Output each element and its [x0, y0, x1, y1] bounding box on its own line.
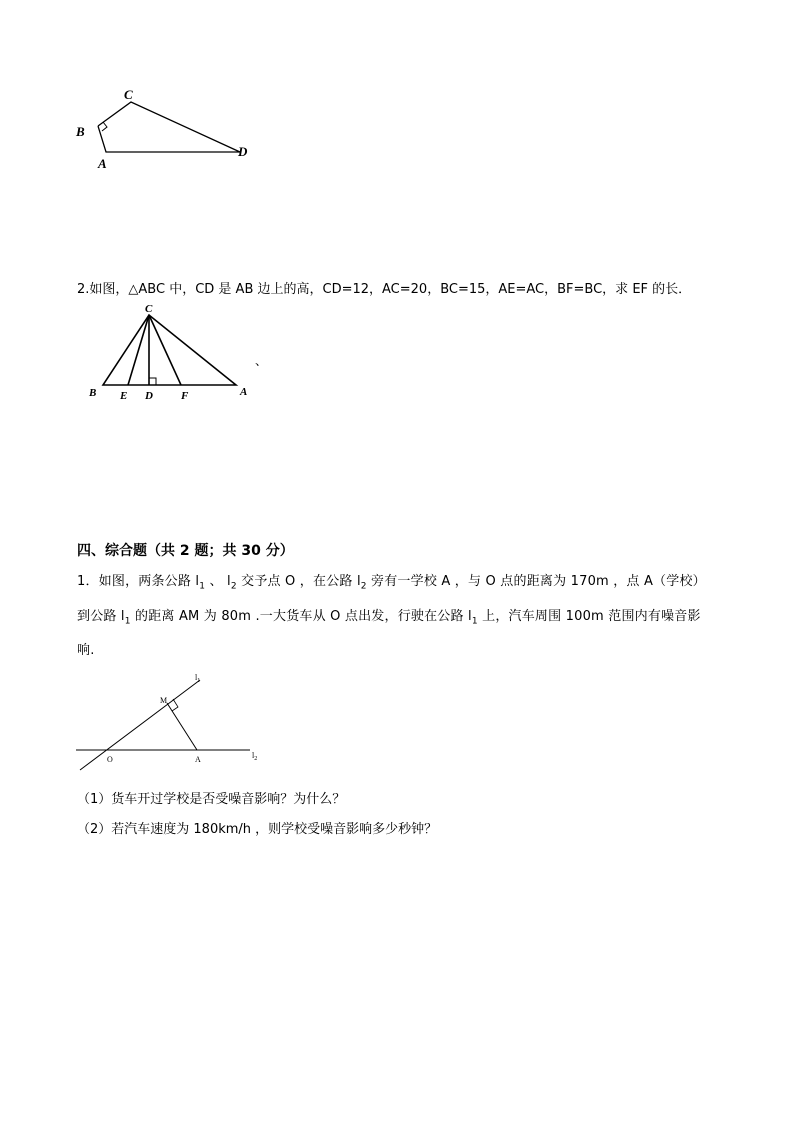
figure-quadrilateral-abcd [70, 82, 260, 177]
road-l1 [80, 680, 200, 770]
label-f: F [181, 390, 189, 402]
label-b: B [89, 387, 97, 399]
quadrilateral-edges [98, 102, 240, 152]
label-c: C [145, 304, 153, 315]
section-heading: 四、综合题（共 2 题；共 30 分） [77, 543, 294, 559]
figure-two-roads [74, 668, 274, 778]
label-c: C [124, 87, 133, 102]
segment-ce [128, 315, 149, 385]
problem-4-1-text: 1．如图，两条公路 $l_1$ 、 $l_2$ 交予点 O ，在公路 $l_2$ 旁有一学校 A ，与 O 点的距离为 170m ，点 A（学校）到公路 $l_1$ 的距离 AM 为 80m .一大货车从 O 点出发，行驶在公路 $l_1$ 上，汽车周围 100m 范围内有噪音影响. [77, 574, 706, 659]
problem-2-text: 2.如图，△ABC 中，CD 是 AB 边上的高，CD=12，AC=20，BC=15，AE=AC，BF=BC，求 EF 的长． [77, 282, 692, 297]
label-e: E [120, 390, 128, 402]
figure-triangle-abc [84, 304, 284, 404]
right-angle-mark-d [149, 378, 156, 385]
label-l2: $l_2$ [252, 751, 258, 762]
label-m: M [160, 696, 168, 705]
label-b: B [76, 124, 85, 139]
stray-mark: 、 [255, 354, 268, 368]
label-d: D [238, 144, 248, 159]
label-a: A [195, 755, 201, 764]
label-a: A [240, 386, 248, 398]
segment-cf [149, 315, 181, 385]
question-2: （2）若汽车速度为 180km/h ，则学校受噪音影响多少秒钟？ [77, 822, 438, 837]
segment-am [167, 703, 197, 750]
label-o: O [107, 755, 113, 764]
question-1: （1）货车开过学校是否受噪音影响？为什么？ [77, 792, 346, 807]
label-d: D [145, 390, 153, 402]
label-l1: $l_1$ [195, 673, 201, 684]
label-a: A [98, 156, 107, 171]
triangle-abc [103, 315, 236, 385]
right-angle-mark [102, 122, 107, 131]
